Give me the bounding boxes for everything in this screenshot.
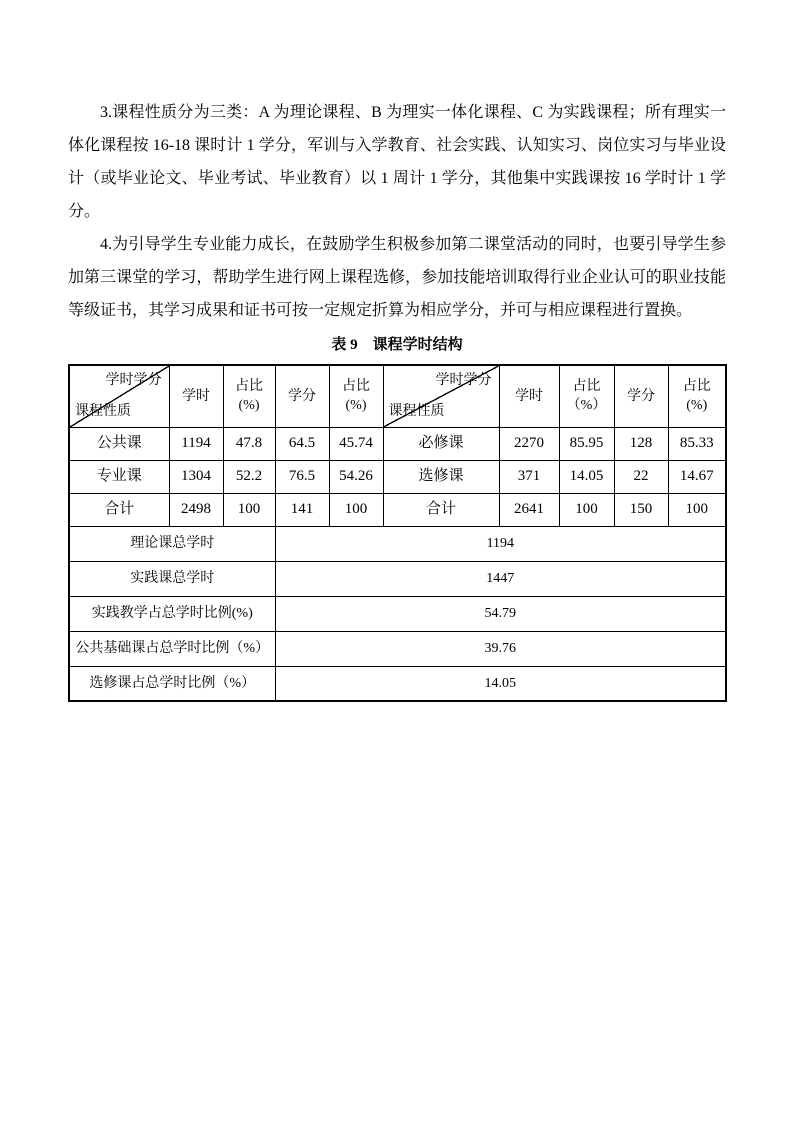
summary-value-cell: 1194 [275,526,726,561]
header-cell-ratio: 占比 （%） [559,365,614,427]
row-label-cell: 公共课 [69,427,169,460]
table-total-row [69,493,726,526]
value-cell: 128 [614,427,668,460]
header-cell-hours: 学时 [499,365,559,427]
value-cell: 64.5 [275,427,329,460]
value-cell: 47.8 [223,427,275,460]
summary-value-cell: 1447 [275,561,726,596]
value-cell: 1194 [169,427,223,460]
summary-value-cell: 54.79 [275,596,726,631]
summary-label-cell: 选修课占总学时比例（%） [69,666,275,701]
paragraph-item-3: 3.课程性质分为三类：A 为理论课程、B 为理实一体化课程、C 为实践课程；所有理实一体化课程按 16-18 课时计 1 学分，军训与入学教育、社会实践、认知实习、岗位实习与毕业设计（或毕业论文、毕业考试、毕业教育）以 1 周计 1 学分，其他集中实践课按 16 学时计 1 学分。 [68,104,726,220]
value-cell: 76.5 [275,460,329,493]
value-cell: 52.2 [223,460,275,493]
paragraph-item-4: 4.为引导学生专业能力成长，在鼓励学生积极参加第二课堂活动的同时，也要引导学生参加第三课堂的学习，帮助学生进行网上课程选修，参加技能培训取得行业企业认可的职业技能等级证书，其学习成果和证书可按一定规定折算为相应学分，并可与相应课程进行置换。 [68,236,726,319]
summary-label-cell: 实践课总学时 [69,561,275,596]
page-content [68,96,726,702]
course-hours-structure-table [68,364,727,702]
table-caption: 表 9 课程学时结构 [331,337,463,353]
diagonal-header-cell-left [69,365,169,427]
value-cell: 22 [614,460,668,493]
header-cell-credits: 学分 [614,365,668,427]
table-summary-row [69,561,726,596]
diagonal-label-hours-credits: 学时学分 [435,373,492,388]
header-cell-ratio: 占比 (%) [329,365,383,427]
value-cell: 85.95 [559,427,614,460]
value-cell: 100 [223,493,275,526]
header-cell-ratio: 占比 (%) [668,365,726,427]
value-cell: 100 [668,493,726,526]
row-label-cell: 合计 [69,493,169,526]
value-cell: 14.67 [668,460,726,493]
value-cell: 371 [499,460,559,493]
value-cell: 141 [275,493,329,526]
value-cell: 54.26 [329,460,383,493]
diagonal-label-course-nature: 课程性质 [388,403,445,419]
table-summary-row [69,526,726,561]
header-cell-hours: 学时 [169,365,223,427]
summary-value-cell: 39.76 [275,631,726,666]
table-summary-row [69,666,726,701]
table-data-row [69,427,726,460]
value-cell: 45.74 [329,427,383,460]
value-cell: 2270 [499,427,559,460]
value-cell: 150 [614,493,668,526]
table-data-row [69,460,726,493]
summary-label-cell: 公共基础课占总学时比例（%） [69,631,275,666]
summary-label-cell: 实践教学占总学时比例(%) [69,596,275,631]
row-label-cell: 选修课 [383,460,499,493]
value-cell: 2498 [169,493,223,526]
table-summary-row [69,631,726,666]
value-cell: 100 [559,493,614,526]
diagonal-label-hours-credits: 学时学分 [105,373,162,388]
diagonal-header-cell-right [383,365,499,427]
table-summary-row [69,596,726,631]
row-label-cell: 必修课 [383,427,499,460]
summary-label-cell: 理论课总学时 [69,526,275,561]
row-label-cell: 专业课 [69,460,169,493]
header-cell-ratio: 占比 (%) [223,365,275,427]
value-cell: 2641 [499,493,559,526]
value-cell: 100 [329,493,383,526]
header-cell-credits: 学分 [275,365,329,427]
value-cell: 85.33 [668,427,726,460]
summary-value-cell: 14.05 [275,666,726,701]
row-label-cell: 合计 [383,493,499,526]
table-header-row [69,365,726,427]
value-cell: 14.05 [559,460,614,493]
value-cell: 1304 [169,460,223,493]
diagonal-label-course-nature: 课程性质 [75,403,131,419]
